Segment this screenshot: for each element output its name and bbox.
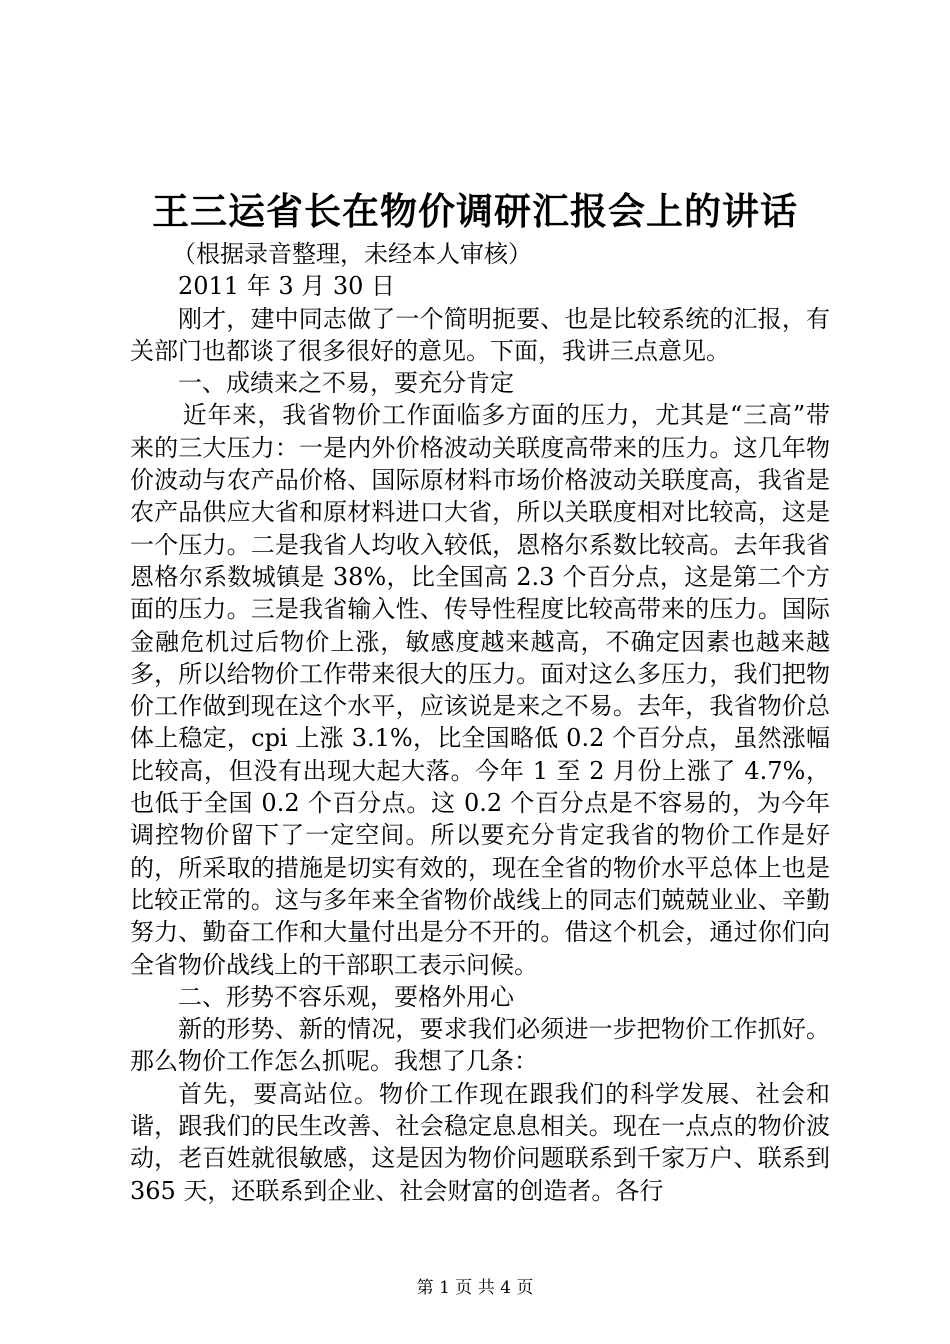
paragraph: 近年来，我省物价工作面临多方面的压力，尤其是“三高”带来的三大压力：一是内外价格波动关联度高带来的压力。这几年物价波动与农产品价格、国际原材料市场价格波动关联度高，我省是农产品供应大省和原材料进口大省，所以关联度相对比较高，这是一个压力。二是我省人均收入较低，恩格尔系数比较高。去年我省恩格尔系数城镇是 38%，比全国高 2.3 个百分点，这是第二个方面的压力。三是我省输入性、传导性程度比较高带来的压力。国际金融危机过后物价上涨，敏感度越来越高，不确定因素也越来越多，所以给物价工作带来很大的压力。面对这么多压力，我们把物价工作做到现在这个水平，应该说是来之不易。去年，我省物价总体上稳定，cpi 上涨 3.1%，比全国略低 0.2 个百分点，虽然涨幅比较高，但没有出现大起大落。今年 1 至 2 月份上涨了 4.7%，也低于全国 0.2 个百分点。这 0.2 个百分点是不容易的，为今年调控物价留下了一定空间。所以要充分肯定我省的物价工作是好的，所采取的措施是切实有效的，现在全省的物价水平总体上也是比较正常的。这与多年来全省物价战线上的同志们兢兢业业、辛勤努力、勤奋工作和大量付出是分不开的。借这个机会，通过你们向全省物价战线上的干部职工表示问候。 [130, 401, 830, 979]
document-title: 王三运省长在物价调研汇报会上的讲话 [152, 189, 798, 233]
section-heading-2: 二、形势不容乐观，要格外用心 [178, 982, 514, 1011]
paragraph: 新的形势、新的情况，要求我们必须进一步把物价工作抓好。那么物价工作怎么抓呢。我想了几条： [130, 1015, 830, 1076]
recording-note: （根据录音整理，未经本人审核） [172, 240, 532, 268]
page-number: 第 1 页 共 4 页 [416, 1278, 534, 1298]
document-body [130, 238, 830, 1207]
speech-date: 2011 年 3 月 30 日 [178, 272, 396, 301]
paragraph: 首先，要高站位。物价工作现在跟我们的科学发展、社会和谐，跟我们的民生改善、社会稳定息息相关。现在一点点的物价波动，老百姓就很敏感，这是因为物价问题联系到千家万户、联系到 365 天，还联系到企业、社会财富的创造者。各行 [130, 1079, 830, 1205]
paragraph: 刚才，建中同志做了一个简明扼要、也是比较系统的汇报，有关部门也都谈了很多很好的意见。下面，我讲三点意见。 [130, 304, 830, 365]
section-heading-1: 一、成绩来之不易，要充分肯定 [178, 369, 514, 398]
